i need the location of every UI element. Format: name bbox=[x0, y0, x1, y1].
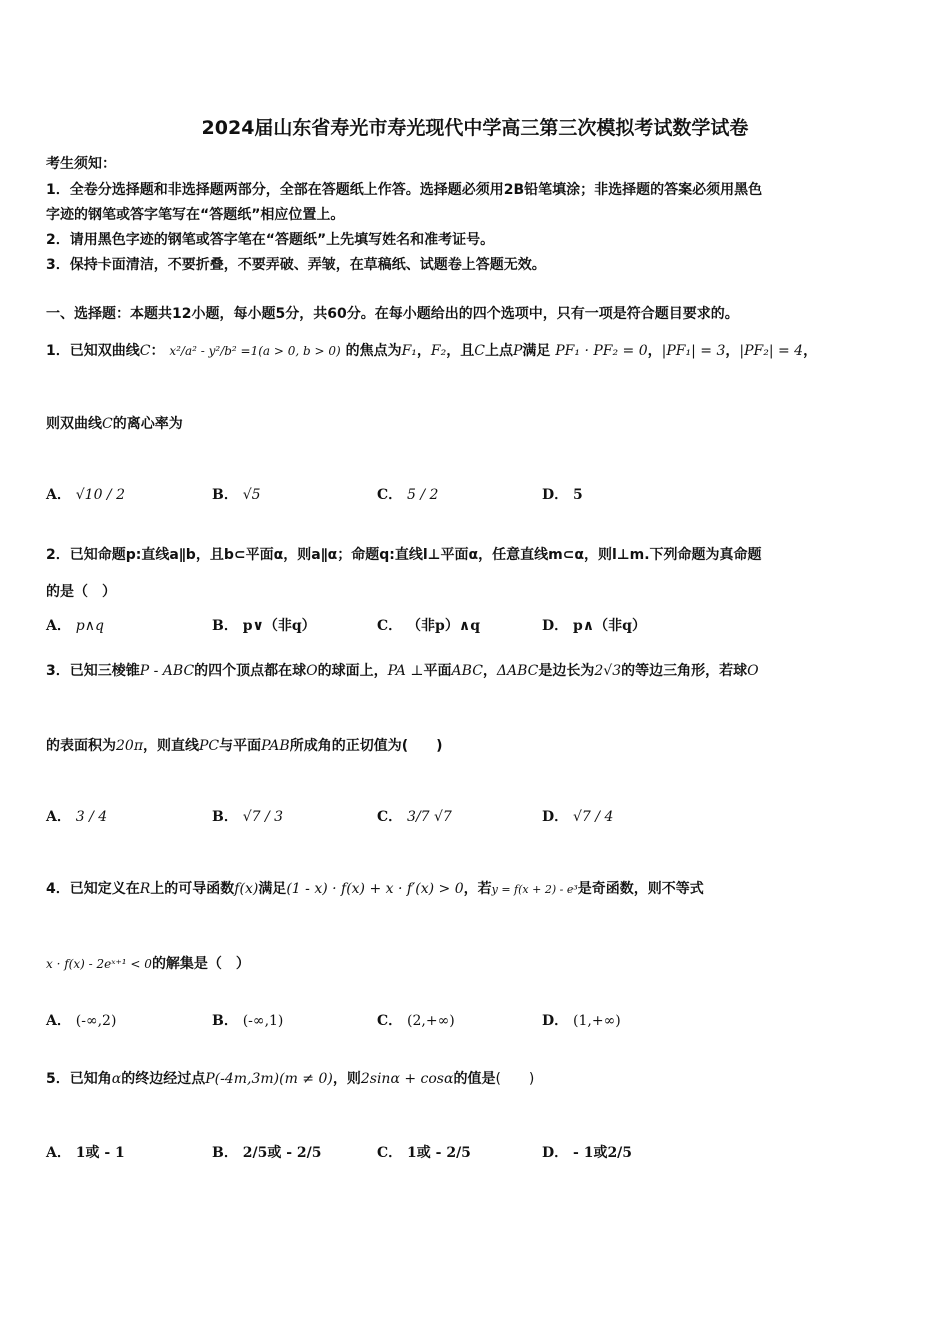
question-1-line2: 则双曲线C的离心率为 bbox=[46, 416, 183, 432]
q1-option-d[interactable]: D． 5 bbox=[542, 487, 583, 503]
notice-item: 3．保持卡面清洁，不要折叠，不要弄破、弄皱，在草稿纸、试题卷上答题无效。 bbox=[46, 257, 546, 273]
question-5: 5．已知角α的终边经过点P(-4m,3m)(m ≠ 0)，则2sinα + cosα的值是( ) bbox=[46, 1071, 535, 1087]
q3-option-c[interactable]: C． 3/7 √7 bbox=[377, 809, 452, 825]
q1-option-b[interactable]: B． √5 bbox=[212, 487, 261, 503]
q2-option-b[interactable]: B． p∨（非q） bbox=[212, 618, 316, 634]
q4-option-d[interactable]: D． (1,+∞) bbox=[542, 1013, 621, 1029]
q1-option-a[interactable]: A． √10 / 2 bbox=[46, 487, 126, 503]
q2-option-d[interactable]: D． p∧（非q） bbox=[542, 618, 646, 634]
q3-option-a[interactable]: A． 3 / 4 bbox=[46, 809, 108, 825]
q5-option-d[interactable]: D． - 1或2/5 bbox=[542, 1145, 633, 1161]
notice-item: 1．全卷分选择题和非选择题两部分，全部在答题纸上作答。选择题必须用2B铅笔填涂；非选择题的答案必须用黑色 bbox=[46, 182, 763, 198]
q4-option-b[interactable]: B． (-∞,1) bbox=[212, 1013, 284, 1029]
q2-option-c[interactable]: C． （非p）∧q bbox=[377, 618, 480, 634]
question-3: 3．已知三棱锥P - ABC的四个顶点都在球O的球面上，PA ⊥平面ABC，ΔABC是边长为2√3的等边三角形，若球O bbox=[46, 663, 759, 679]
q4-option-a[interactable]: A． (-∞,2) bbox=[46, 1013, 117, 1029]
q5-option-b[interactable]: B． 2/5或 - 2/5 bbox=[212, 1145, 322, 1161]
notice-heading: 考生须知： bbox=[46, 156, 116, 172]
q5-option-a[interactable]: A． 1或 - 1 bbox=[46, 1145, 125, 1161]
q1-option-c[interactable]: C． 5 / 2 bbox=[377, 487, 439, 503]
q3-option-d[interactable]: D． √7 / 4 bbox=[542, 809, 614, 825]
q3-option-b[interactable]: B． √7 / 3 bbox=[212, 809, 284, 825]
question-1: 1．已知双曲线C： x²/a² - y²/b² =1(a > 0, b > 0) 的焦点为F₁，F₂，且C上点P满足 PF₁ · PF₂ = 0，|PF₁| = 3，|PF₂| = 4， bbox=[46, 343, 818, 359]
question-4: 4．已知定义在R上的可导函数f(x)满足(1 - x) · f(x) + x · f′(x) > 0，若y = f(x + 2) - e³是奇函数，则不等式 bbox=[46, 881, 704, 897]
question-3-line2: 的表面积为20π，则直线PC与平面PAB所成角的正切值为( ) bbox=[46, 738, 443, 754]
q5-option-c[interactable]: C． 1或 - 2/5 bbox=[377, 1145, 471, 1161]
q2-option-a[interactable]: A． p∧q bbox=[46, 618, 104, 634]
question-4-line2: x · f(x) - 2eˣ⁺¹ < 0的解集是（ ） bbox=[46, 956, 250, 972]
section-heading: 一、选择题：本题共12小题，每小题5分，共60分。在每小题给出的四个选项中，只有一项是符合题目要求的。 bbox=[46, 306, 739, 322]
notice-item: 字迹的钢笔或答字笔写在“答题纸”相应位置上。 bbox=[46, 207, 345, 223]
question-2: 2．已知命题p:直线a∥b，且b⊂平面α，则a∥α；命题q:直线l⊥平面α，任意直线m⊂α，则l⊥m.下列命题为真命题 bbox=[46, 547, 762, 563]
notice-item: 2．请用黑色字迹的钢笔或答字笔在“答题纸”上先填写姓名和准考证号。 bbox=[46, 232, 495, 248]
q4-option-c[interactable]: C． (2,+∞) bbox=[377, 1013, 455, 1029]
question-2-line2: 的是（ ） bbox=[46, 584, 116, 600]
page-title: 2024届山东省寿光市寿光现代中学高三第三次模拟考试数学试卷 bbox=[201, 117, 749, 139]
